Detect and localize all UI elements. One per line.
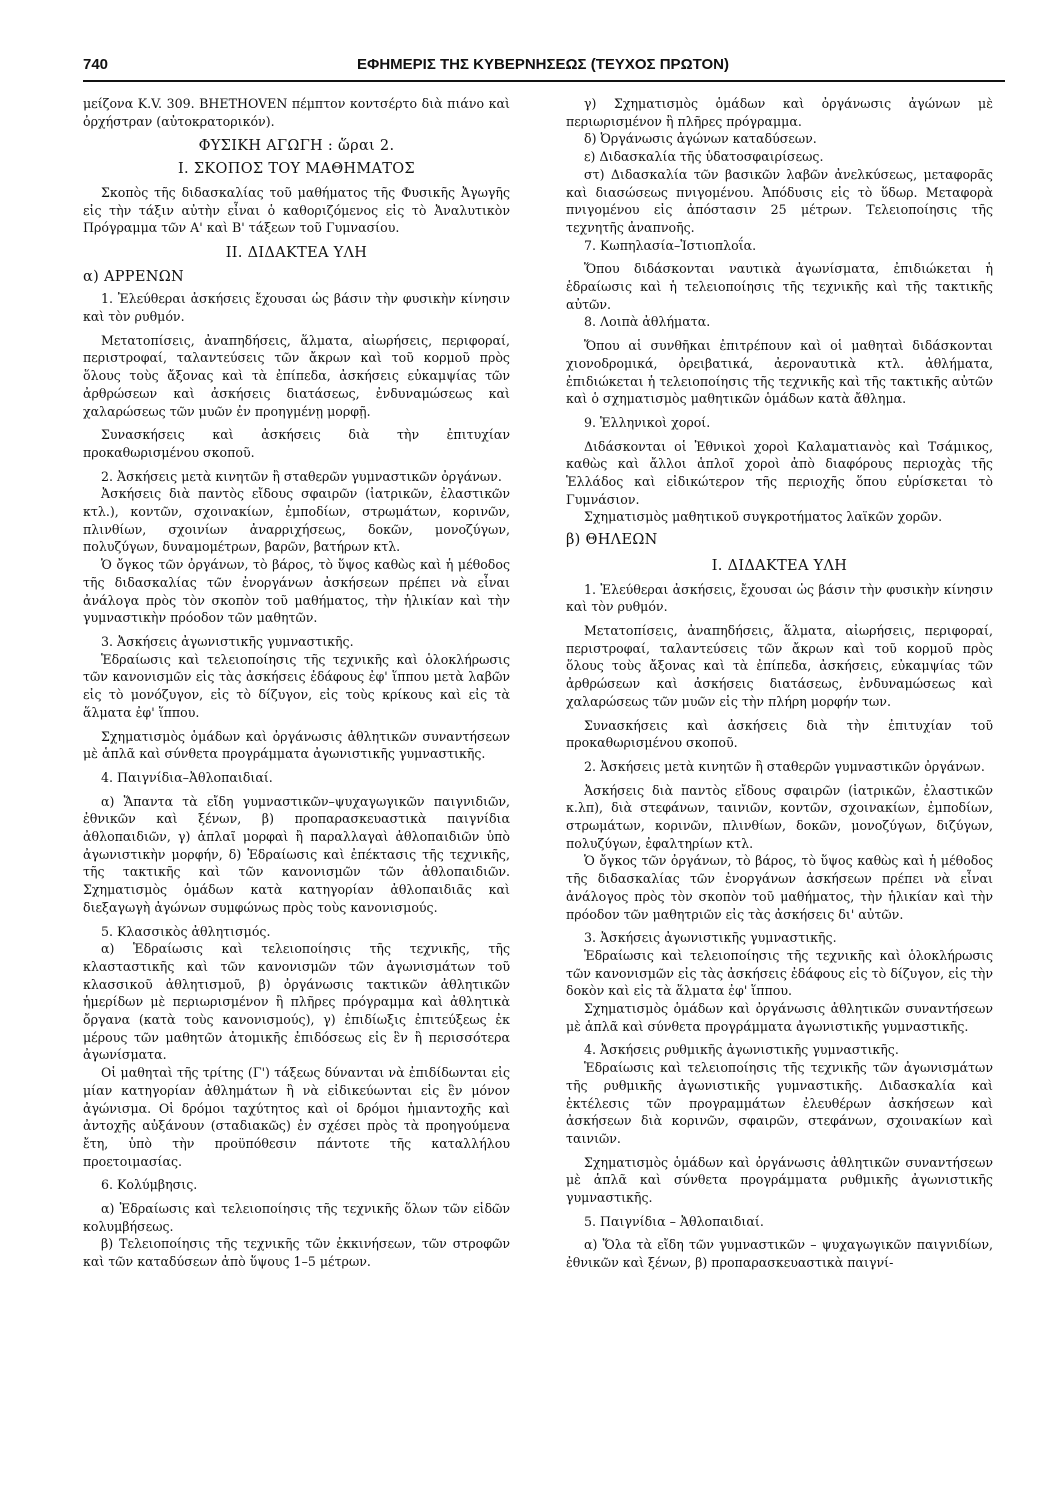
paragraph: στ) Διδασκαλία τῶν βασικῶν λαβῶν ἀνελκύσεως, μεταφορᾶς καὶ διασώσεως πνιγομένου. Ἀπόδυσις εἰς τὸ ὕδωρ. Μεταφορὰ πνιγομένου εἰς ἀπόστασιν 25 μέτρων. Τελειοποίησις τῆς τεχνητῆς ἀναπνοῆς. [566,166,993,235]
paragraph: Διδάσκονται οἱ Ἐθνικοὶ χοροὶ Καλαματιανὸς καὶ Τσάμικος, καθὼς καὶ ἄλλοι ἁπλοῖ χοροὶ ἀπὸ διαφόρους περιοχὰς τῆς Ἑλλάδος καὶ εἰδικώτερον τῆς περιοχῆς ὅπου εὑρίσκεται τὸ Γυμνάσιον. [566,438,993,507]
subheading-boys: α) ΑΡΡΕΝΩΝ [83,268,185,285]
section-heading-material-girls: Ι. ΔΙΔΑΚΤΕΑ ΥΛΗ [711,557,848,574]
paragraph: Μετατοπίσεις, ἀναπηδήσεις, ἅλματα, αἰωρήσεις, περιφοραί, περιστροφαί, ταλαντεύσεις τῶν ἄκρων καὶ τοῦ κορμοῦ πρὸς ὅλους τοὺς ἄξονας καὶ τὰ ἐπίπεδα, ἀσκήσεις, εὐκαμψίας τῶν ἀρθρώσεων καὶ ἀσκήσεις διατάσεως, ἐνδυναμώσεως καὶ χαλαρώσεως τῶν μυῶν εἰς τὴν πλήρη μορφήν των. [566,622,993,709]
paragraph: Συνασκήσεις καὶ ἀσκήσεις διὰ τὴν ἐπιτυχίαν προκαθωρισμένου σκοποῦ. [83,427,510,460]
paragraph: Ὁ ὄγκος τῶν ὀργάνων, τὸ βάρος, τὸ ὕψος καθὼς καὶ ἡ μέθοδος τῆς διδασκαλίας τῶν ἐνοργάνων ἀσκήσεων πρέπει νὰ εἶναι ἀνάλογος πρὸς τὸν σκοπὸν τοῦ μαθήματος, τὴν ἡλικίαν καὶ τὴν πρόοδον τῶν μαθητριῶν εἰς τὰς ἀσκήσεις δι' αὐτῶν. [566,853,993,922]
section-heading-aim: Ι. ΣΚΟΠΟΣ ΤΟΥ ΜΑΘΗΜΑΤΟΣ [178,161,415,178]
left-column [83,95,510,1277]
subheading-girls: β) ΘΗΛΕΩΝ [566,532,658,549]
paragraph: Ἑδραίωσις καὶ τελειοποίησις τῆς τεχνικῆς καὶ ὁλοκλήρωσις τῶν κανονισμῶν εἰς τὰς ἀσκήσεις ἐδάφους ἐφ' ἵππου μετὰ λαβῶν εἰς τὸ μονόζυγον, εἰς τὸ δίζυγον, εἰς τοὺς κρίκους καὶ εἰς τὰ ἅλματα ἐφ' ἵππου. [83,651,510,720]
paragraph: 6. Κολύμβησις. [101,1177,198,1193]
paragraph: Σκοπὸς τῆς διδασκαλίας τοῦ μαθήματος τῆς Φυσικῆς Ἀγωγῆς εἰς τὴν τάξιν αὐτὴν εἶναι ὁ καθοριζόμενος εἰς τὸ Ἀναλυτικὸν Πρόγραμμα τῶν Α' καὶ Β' τάξεων τοῦ Γυμνασίου. [83,184,510,236]
paragraph: 4. Παιγνίδια–Ἀθλοπαιδιαί. [101,769,273,785]
paragraph: 1. Ἐλεύθεραι ἀσκήσεις ἔχουσαι ὡς βάσιν τὴν φυσικὴν κίνησιν καὶ τὸν ρυθμόν. [83,291,510,325]
paragraph: 5. Παιγνίδια – Ἀθλοπαιδιαί. [584,1213,764,1229]
right-column [566,95,993,1278]
paragraph: α) Ἑδραίωσις καὶ τελειοποίησις τῆς τεχνικῆς ὅλων τῶν εἰδῶν κολυμβήσεως. [83,1201,510,1234]
paragraph: Ὁ ὄγκος τῶν ὀργάνων, τὸ βάρος, τὸ ὕψος καθὼς καὶ ἡ μέθοδος τῆς διδασκαλίας τῶν ἐνοργάνων ἀσκήσεων πρέπει νὰ εἶναι ἀνάλογα πρὸς τὸν σκοπὸν τοῦ μαθήματος, τὴν ἡλικίαν καὶ τὴν γυμναστικὴν πρόοδον τῶν μαθητῶν. [83,557,510,626]
paragraph: Σχηματισμὸς μαθητικοῦ συγκροτήματος λαϊκῶν χορῶν. [584,509,943,525]
paragraph: α) Ἑδραίωσις καὶ τελειοποίησις τῆς τεχνικῆς, τῆς κλασταστικῆς καὶ τῶν κανονισμῶν τῶν ἀγωνισμάτων τοῦ κλασσικοῦ ἀθλητισμοῦ, β) ὀργάνωσις τακτικῶν ἀθλητικῶν ἡμερίδων μὲ περιωρισμένον ἢ πλῆρες πρόγραμμα καὶ ἀθλητικὰ ὄργανα (κατὰ τοὺς κανονισμούς), γ) ἐπιδίωξις ἐπιτεύξεως ἐκ μέρους τῶν μαθητῶν ἀτομικῆς ἐπιδόσεως εἰς ἓν ἢ περισσότερα ἀγωνίσματα. [83,941,510,1063]
paragraph: α) Ὅλα τὰ εἴδη τῶν γυμναστικῶν – ψυχαγωγικῶν παιγνιδίων, ἐθνικῶν καὶ ξένων, β) προπαρασκευαστικὰ παιγνί- [566,1237,993,1271]
paragraph: 4. Ἀσκήσεις ρυθμικῆς ἀγωνιστικῆς γυμναστικῆς. [584,1042,899,1058]
paragraph: γ) Σχηματισμὸς ὁμάδων καὶ ὀργάνωσις ἀγώνων μὲ περιωρισμένον ἢ πλῆρες πρόγραμμα. [566,96,993,129]
section-title-physical-education: ΦΥΣΙΚΗ ΑΓΩΓΗ : ὥραι 2. [198,138,395,155]
paragraph: Ὅπου διδάσκονται ναυτικὰ ἀγωνίσματα, ἐπιδιώκεται ἡ ἑδραίωσις καὶ ἡ τελειοποίησις τῆς τεχνικῆς καὶ τῆς τακτικῆς αὐτῶν. [566,261,993,312]
page-number: 740 [83,56,109,73]
paragraph: Σχηματισμὸς ὁμάδων καὶ ὀργάνωσις ἀθλητικῶν συναντήσεων μὲ ἁπλᾶ καὶ σύνθετα προγράμματα ρυθμικῆς ἀγωνιστικῆς γυμναστικῆς. [566,1154,993,1206]
section-heading-material: ΙΙ. ΔΙΔΑΚΤΕΑ ΥΛΗ [225,244,368,261]
paragraph: α) Ἅπαντα τὰ εἴδη γυμναστικῶν–ψυχαγωγικῶν παιγνιδιῶν, ἐθνικῶν καὶ ξένων, β) προπαρασκευαστικὰ παιγνίδια ἀθλοπαιδιῶν, γ) ἁπλαῖ μορφαὶ ἢ παραλλαγαὶ ἀθλοπαιδιῶν ὑπὸ ἀγωνιστικὴν μορφήν, δ) Ἑδραίωσις καὶ ἐπέκτασις τῆς τεχνικῆς, τῆς τακτικῆς καὶ τῶν κανονισμῶν τῶν ἀθλοπαιδιῶν. Σχηματισμὸς ὁμάδων κατὰ κατηγορίαν ἀθλοπαιδιᾶς καὶ διεξαγωγὴ ἀγώνων συμφώνως πρὸς τοὺς κανονισμούς. [83,793,510,915]
paragraph: Μετατοπίσεις, ἀναπηδήσεις, ἅλματα, αἰωρήσεις, περιφοραί, περιστροφαί, ταλαντεύσεις τῶν ἄκρων καὶ τοῦ κορμοῦ πρὸς ὅλους τοὺς ἄξονας καὶ τὰ ἐπίπεδα, ἀσκήσεις εὐκαμψίας τῶν ἀρθρώσεων καὶ ἀσκήσεις διατάσεως, ἐνδυναμώσεως καὶ χαλαρώσεως τῶν μυῶν ἐν προηγμένῃ μορφῇ. [83,332,510,419]
paragraph: Ἑδραίωσις καὶ τελειοποίησις τῆς τεχνικῆς καὶ ὁλοκλήρωσις τῶν κανονισμῶν εἰς τὰς ἀσκήσεις ἐδάφους εἰς τὸ δίζυγον, εἰς τὴν δοκὸν καὶ εἰς τὰ ἅλματα ἐφ' ἵππου. [566,947,993,999]
paragraph: 2. Ἀσκήσεις μετὰ κινητῶν ἢ σταθερῶν γυμναστικῶν ὀργάνων. [101,468,502,484]
paragraph: Οἱ μαθηταὶ τῆς τρίτης (Γ') τάξεως δύνανται νὰ ἐπιδίδωνται εἰς μίαν κατηγορίαν ἀθλημάτων ἢ νὰ εἰδικεύωνται εἰς ἓν μόνον ἀγώνισμα. Οἱ δρόμοι ταχύτητος καὶ οἱ δρόμοι ἡμιαντοχῆς καὶ ἀντοχῆς αὐξάνουν (σταδιακῶς) ἐν σχέσει πρὸς τὰ προηγούμενα ἔτη, ὑπὸ τὴν προϋπόθεσιν πάντοτε τῆς καταλλήλου προετοιμασίας. [83,1065,510,1169]
paragraph: 8. Λοιπὰ ἀθλήματα. [584,314,711,330]
paragraph: Ἀσκήσεις διὰ παντὸς εἴδους σφαιρῶν (ἰατρικῶν, ἐλαστικῶν κ.λπ), διὰ στεφάνων, ταινιῶν, κοντῶν, σχοινακίων, ἐμποδίων, στρωμάτων, κορινῶν, πλινθίων, δοκῶν, μονοζύγων, διζύγων, πολυζύγων, ἐφαλτηρίων κτλ. [566,782,993,851]
paragraph: 1. Ἐλεύθεραι ἀσκήσεις, ἔχουσαι ὡς βάσιν τὴν φυσικὴν κίνησιν καὶ τὸν ρυθμόν. [566,581,993,615]
paragraph: 2. Ἀσκήσεις μετὰ κινητῶν ἢ σταθερῶν γυμναστικῶν ὀργάνων. [584,758,985,774]
paragraph: 5. Κλασσικὸς ἀθλητισμός. [101,923,271,939]
paragraph: δ) Ὀργάνωσις ἀγώνων καταδύσεων. [584,131,817,147]
paragraph: Συνασκήσεις καὶ ἀσκήσεις διὰ τὴν ἐπιτυχίαν τοῦ προκαθωρισμένου σκοποῦ. [566,717,993,751]
paragraph: Σχηματισμὸς ὁμάδων καὶ ὀργάνωσις ἀθλητικῶν συναντήσεων μὲ ἁπλᾶ καὶ σύνθετα προγράμματα ἀγωνιστικῆς γυμναστικῆς. [566,1001,993,1034]
paragraph: Ὅπου αἱ συνθῆκαι ἐπιτρέπουν καὶ οἱ μαθηταὶ διδάσκονται χιονοδρομικά, ὀρειβατικά, ἀεροναυτικὰ κτλ. ἀθλήματα, ἐπιδιώκεται ἡ τελειοποίησις τῆς τεχνικῆς καὶ τῆς τακτικῆς αὐτῶν καὶ ὁ σχηματισμὸς μαθητικῶν ὁμάδων κατὰ ἄθλημα. [566,338,993,407]
paragraph: 3. Ἀσκήσεις ἀγωνιστικῆς γυμναστικῆς. [584,930,837,946]
paragraph: 3. Ἀσκήσεις ἀγωνιστικῆς γυμναστικῆς. [101,633,354,649]
header-rule [83,80,1005,82]
paragraph: 7. Κωπηλασία–Ἱστιοπλοΐα. [584,237,757,253]
running-title: ΕΦΗΜΕΡΙΣ ΤΗΣ ΚΥΒΕΡΝΗΣΕΩΣ (ΤΕΥΧΟΣ ΠΡΩΤΟΝ) [357,56,729,73]
paragraph: ε) Διδασκαλία τῆς ὑδατοσφαιρίσεως. [584,149,824,165]
paragraph: 9. Ἑλληνικοὶ χοροί. [584,414,711,430]
paragraph: β) Τελειοποίησις τῆς τεχνικῆς τῶν ἐκκινήσεων, τῶν στροφῶν καὶ τῶν καταδύσεων ἀπὸ ὕψους 1–5 μέτρων. [83,1236,510,1270]
intro-paragraph: μείζονα K.V. 309. BHETHOVEN πέμπτον κοντσέρτο διὰ πιάνο καὶ ὀρχήστραν (αὐτοκρατορικόν). [83,96,510,129]
paragraph: Ἀσκήσεις διὰ παντὸς εἴδους σφαιρῶν (ἰατρικῶν, ἐλαστικῶν κτλ.), κοντῶν, σχοινακίων, ἐμποδίων, στρωμάτων, κορινῶν, πλινθίων, σχοινίων ἀναρριχήσεως, δοκῶν, μονοζύγων, πολυζύγων, δυναμομέτρων, βαρῶν, βατήρων κτλ. [83,486,510,555]
paragraph: Σχηματισμὸς ὁμάδων καὶ ὀργάνωσις ἀθλητικῶν συναντήσεων μὲ ἁπλᾶ καὶ σύνθετα προγράμματα ἀγωνιστικῆς γυμναστικῆς. [83,728,510,762]
paragraph: Ἑδραίωσις καὶ τελειοποίησις τῆς τεχνικῆς τῶν ἀγωνισμάτων τῆς ρυθμικῆς ἀγωνιστικῆς γυμναστικῆς. Διδασκαλία καὶ ἐκτέλεσις τῶν προγραμμάτων ἐλευθέρων ἀσκήσεων καὶ ἀσκήσεων διὰ κορινῶν, σφαιρῶν, στεφάνων, σχοινακίων καὶ ταινιῶν. [566,1060,993,1146]
page-header [83,56,1003,78]
